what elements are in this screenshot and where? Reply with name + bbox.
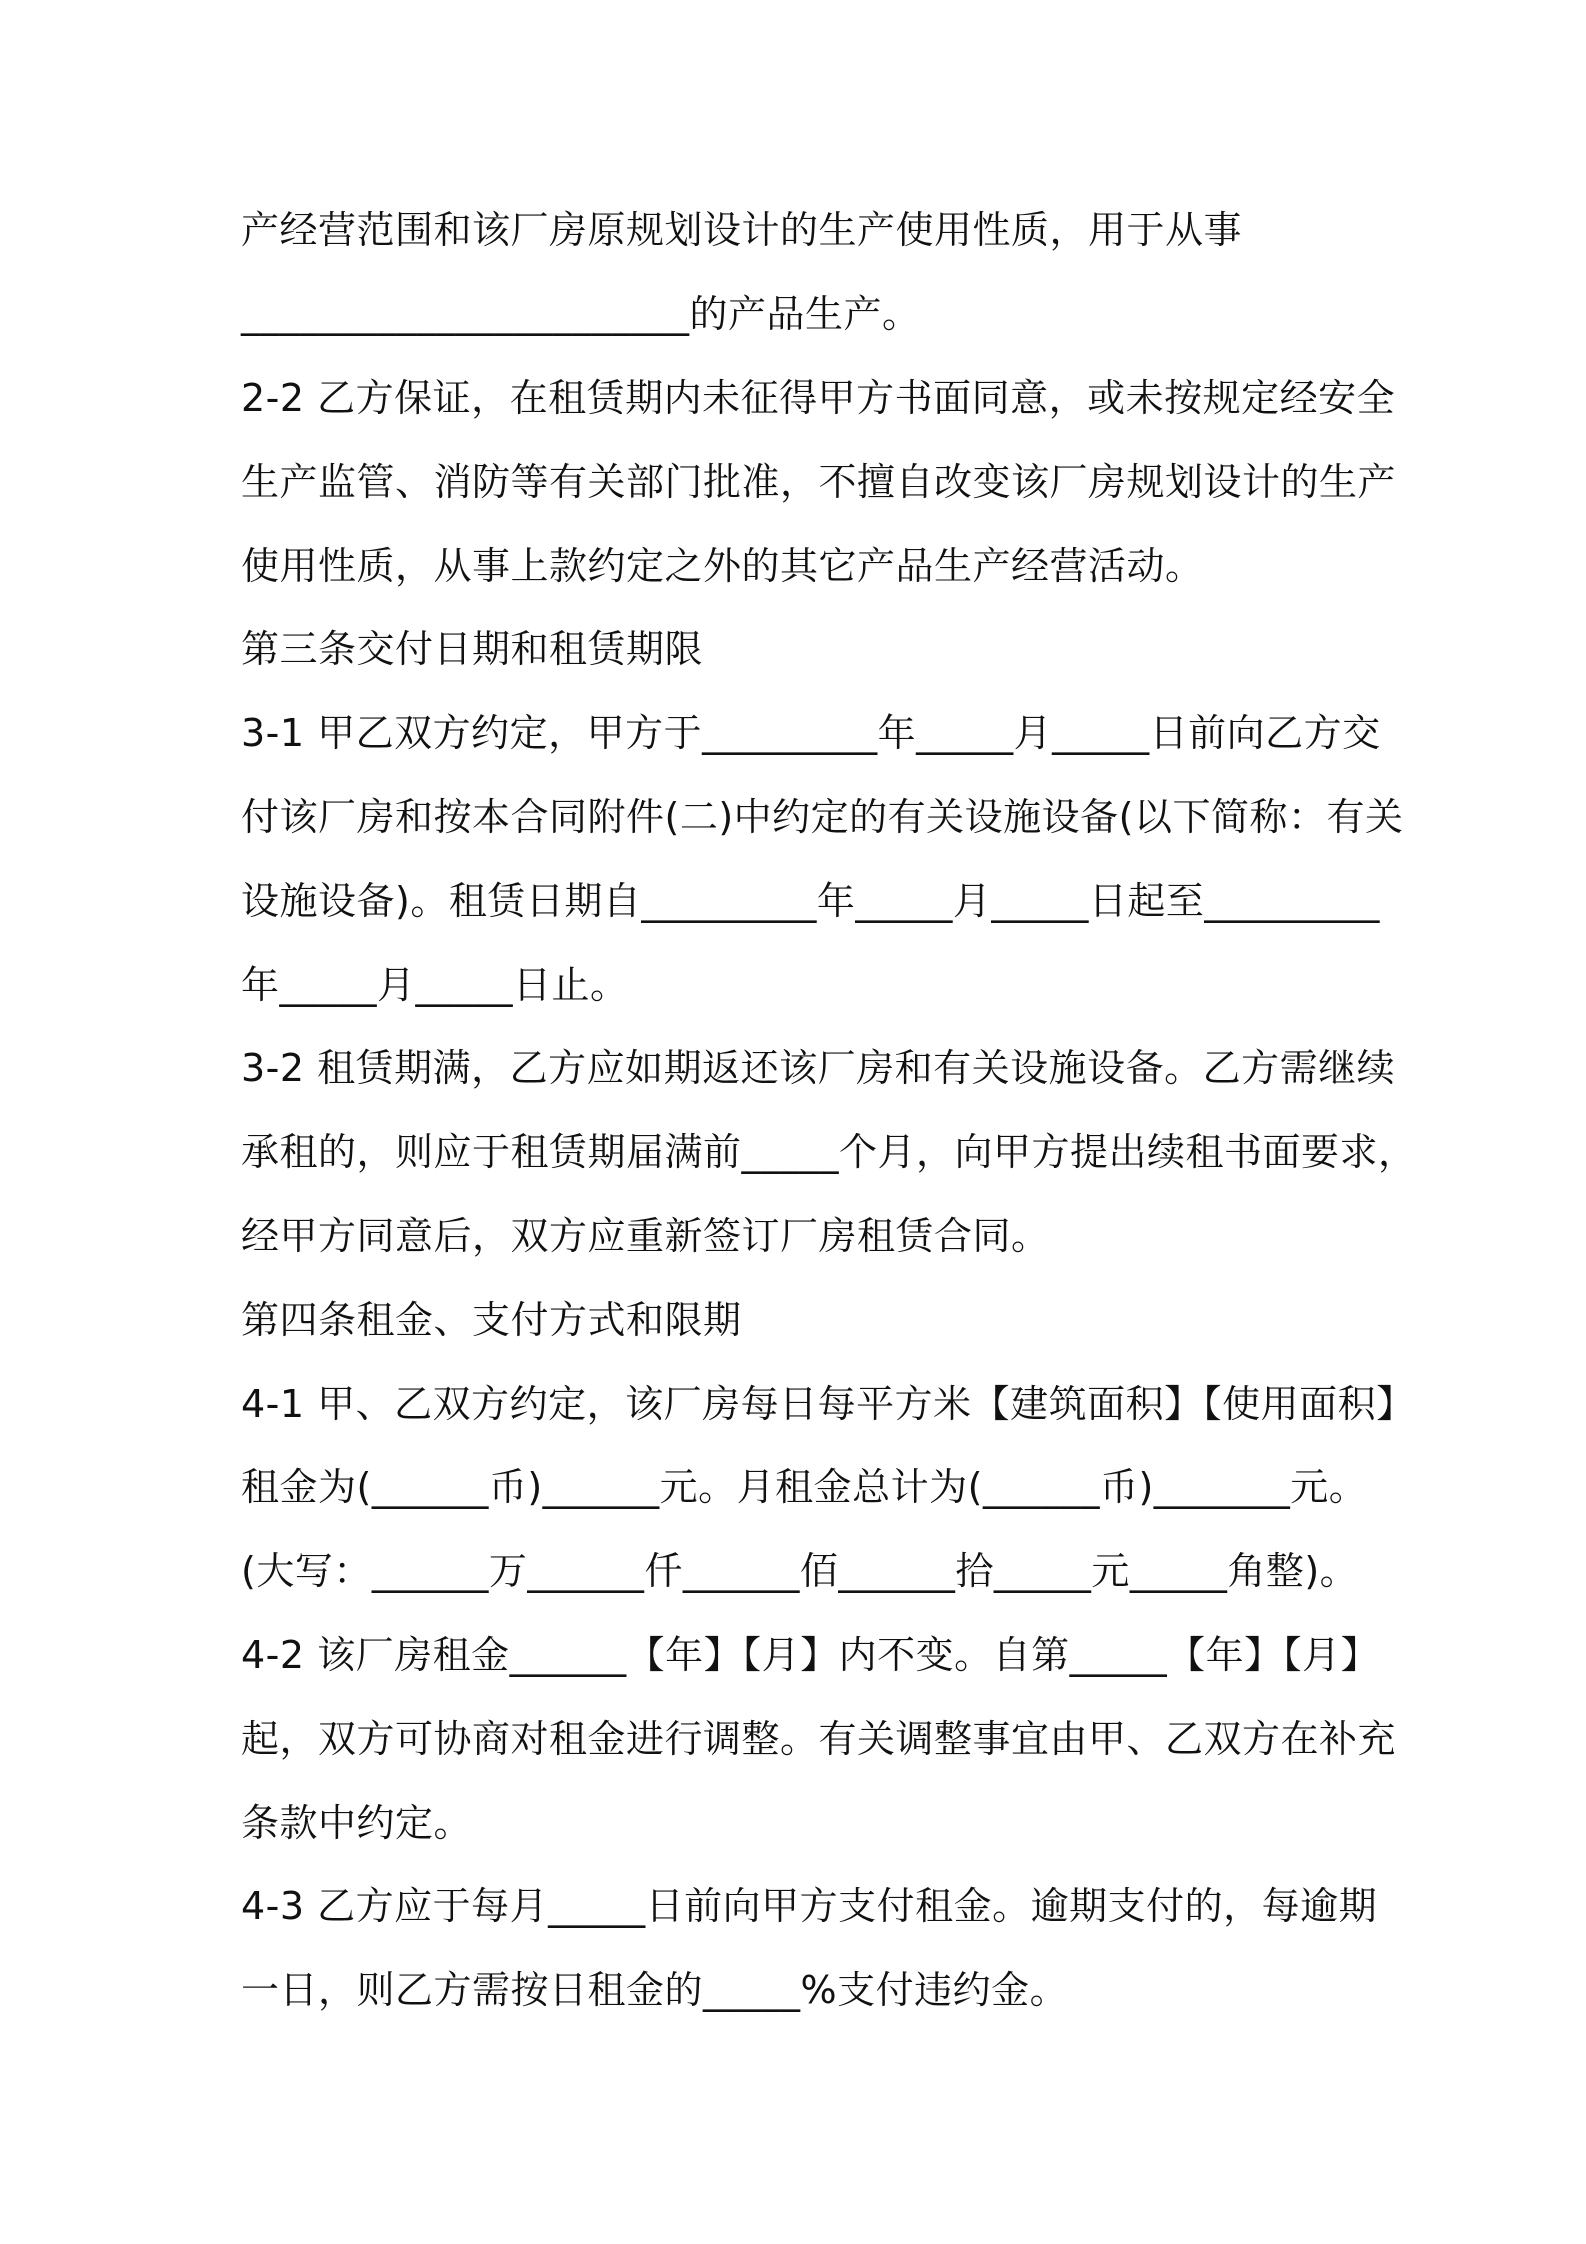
- text-line: 设施设备)。租赁日期自_________年_____月_____日起至_________: [241, 879, 1380, 923]
- text-line: 生产监管、消防等有关部门批准，不擅自改变该厂房规划设计的生产: [241, 460, 1397, 504]
- text-line: 2-2 乙方保证，在租赁期内未征得甲方书面同意，或未按规定经安全: [241, 376, 1396, 420]
- section-heading: 第三条交付日期和租赁期限: [241, 627, 704, 671]
- text-line: 4-1 甲、乙双方约定，该厂房每日每平方米【建筑面积】【使用面积】: [241, 1382, 1415, 1426]
- text-line: 3-1 甲乙双方约定，甲方于_________年_____月_____日前向乙方交: [241, 711, 1381, 755]
- text-line: 一日，则乙方需按日租金的_____%支付违约金。: [241, 1968, 1069, 2012]
- text-line: 使用性质，从事上款约定之外的其它产品生产经营活动。: [241, 544, 1204, 588]
- section-heading: 第四条租金、支付方式和限期: [241, 1298, 742, 1342]
- text-line: 4-2 该厂房租金______【年】【月】内不变。自第_____【年】【月】: [241, 1633, 1380, 1677]
- text-line: 租金为(______币)______元。月租金总计为(______币)_______元。: [241, 1465, 1368, 1509]
- text-line: _______________________的产品生产。: [241, 292, 921, 336]
- text-line: 条款中约定。: [241, 1801, 473, 1845]
- text-line: (大写：______万______仟______佰______拾_____元_____角整)。: [241, 1549, 1359, 1593]
- text-line: 承租的，则应于租赁期届满前_____个月，向甲方提出续租书面要求，: [241, 1130, 1417, 1174]
- text-line: 年_____月_____日止。: [241, 963, 629, 1007]
- text-line: 经甲方同意后，双方应重新签订厂房租赁合同。: [241, 1214, 1050, 1258]
- text-line: 产经营范围和该厂房原规划设计的生产使用性质，用于从事: [241, 208, 1243, 252]
- text-line: 4-3 乙方应于每月_____日前向甲方支付租金。逾期支付的，每逾期: [241, 1884, 1378, 1928]
- text-line: 3-2 租赁期满，乙方应如期返还该厂房和有关设施设备。乙方需继续: [241, 1046, 1396, 1090]
- text-line: 起，双方可协商对租金进行调整。有关调整事宜由甲、乙双方在补充: [241, 1717, 1397, 1761]
- text-line: 付该厂房和按本合同附件(二)中约定的有关设施设备(以下简称：有关: [241, 795, 1404, 839]
